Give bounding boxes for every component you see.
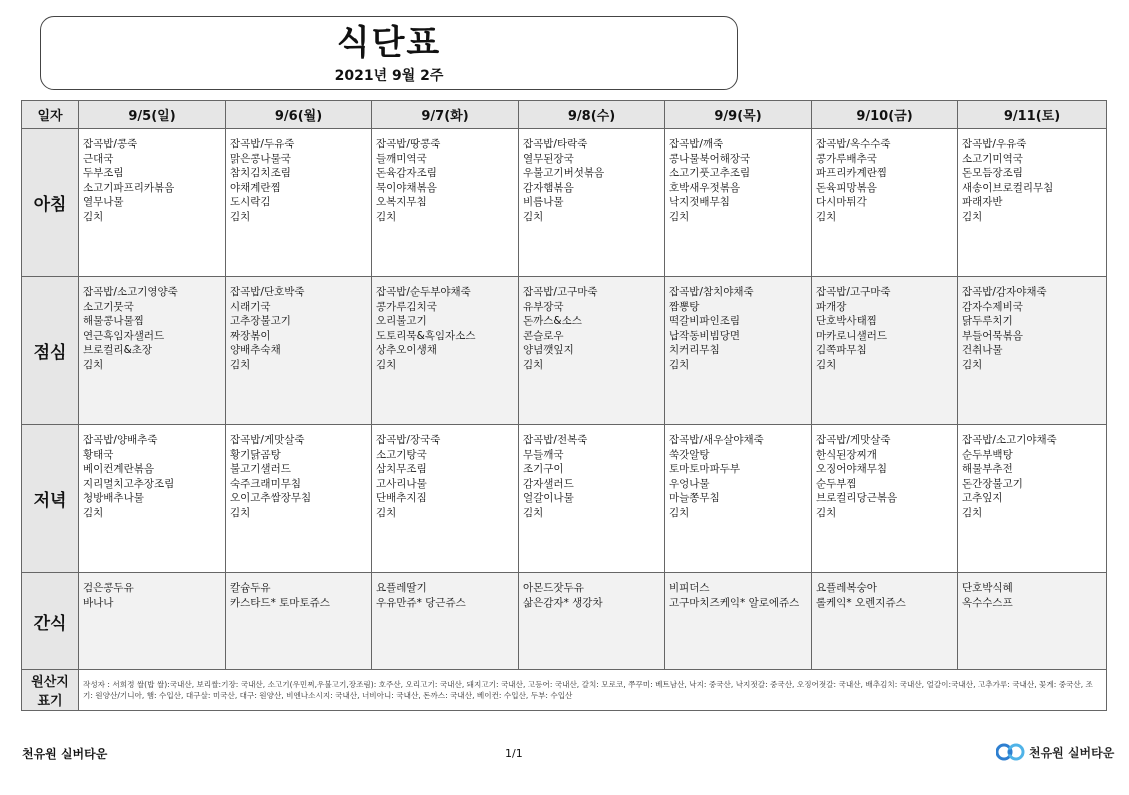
footer-org-name: 천유원 실버타운 bbox=[22, 747, 108, 761]
menu-cell bbox=[372, 129, 519, 277]
menu-item: 검은콩두유 bbox=[83, 582, 134, 594]
menu-item: 납작동비빔당면 bbox=[669, 329, 741, 342]
menu-item: 해물부추전 bbox=[962, 463, 1013, 475]
menu-item: 짜장볶이 bbox=[230, 329, 271, 342]
meal-label: 간식 bbox=[22, 573, 79, 670]
menu-item: 치커리무침 bbox=[669, 344, 720, 356]
header-row bbox=[22, 101, 1107, 129]
menu-cell bbox=[519, 425, 665, 573]
menu-item: 우유만쥬* 당근쥬스 bbox=[376, 596, 466, 609]
logo-text: 천유원 실버타운 bbox=[1029, 745, 1115, 760]
menu-item: 낙지젓배무침 bbox=[669, 196, 730, 208]
menu-item: 오이고추쌈장무침 bbox=[230, 492, 312, 504]
menu-cell bbox=[372, 277, 519, 425]
menu-item: 김치 bbox=[83, 358, 104, 371]
menu-item: 순두부백탕 bbox=[962, 448, 1013, 461]
menu-item: 열무나물 bbox=[83, 196, 124, 208]
menu-item: 롤케익* 오렌지쥬스 bbox=[816, 596, 906, 609]
menu-item: 지리멸치고추장조림 bbox=[83, 477, 175, 490]
menu-cell bbox=[226, 129, 372, 277]
menu-item: 돈까스&소스 bbox=[523, 315, 582, 327]
menu-cell bbox=[226, 425, 372, 573]
menu-item: 유부장국 bbox=[523, 300, 564, 313]
meal-label: 아침 bbox=[22, 129, 79, 277]
menu-item: 감자햄볶음 bbox=[523, 181, 574, 194]
menu-item: 콩나물북어해장국 bbox=[669, 152, 751, 165]
menu-item: 도시락김 bbox=[230, 196, 271, 208]
menu-item: 잡곡밥/단호박죽 bbox=[230, 286, 305, 298]
menu-item: 김치 bbox=[962, 210, 983, 223]
menu-item: 칼슘두유 bbox=[230, 582, 271, 594]
menu-item: 단호박사태찜 bbox=[816, 315, 877, 327]
menu-item: 양념깻잎지 bbox=[523, 344, 574, 356]
menu-cell bbox=[958, 573, 1107, 670]
meal-row bbox=[22, 425, 1107, 573]
title-box bbox=[40, 16, 738, 90]
menu-item: 잡곡밥/고구마죽 bbox=[816, 286, 891, 298]
menu-item: 우엉나물 bbox=[669, 477, 710, 490]
menu-item: 상추오이생채 bbox=[376, 344, 437, 356]
menu-item: 김치 bbox=[669, 358, 690, 371]
menu-item: 고추잎지 bbox=[962, 492, 1003, 504]
day-header: 9/8(수) bbox=[519, 101, 665, 129]
menu-item: 요플레딸기 bbox=[376, 582, 427, 594]
menu-item: 새송이브로컬리무침 bbox=[962, 181, 1054, 194]
menu-cell bbox=[958, 129, 1107, 277]
menu-item: 건취나물 bbox=[962, 344, 1003, 356]
menu-item: 부들어묵볶음 bbox=[962, 329, 1023, 342]
menu-item: 김치 bbox=[230, 358, 251, 371]
menu-cell bbox=[79, 425, 226, 573]
menu-item: 잡곡밥/장국죽 bbox=[376, 434, 441, 446]
menu-item: 고추장불고기 bbox=[230, 315, 291, 327]
menu-item: 돈모듬장조림 bbox=[962, 167, 1023, 179]
menu-item: 김치 bbox=[83, 210, 104, 223]
menu-item: 참치김치조림 bbox=[230, 167, 291, 179]
menu-item: 소고기풋고추조림 bbox=[669, 167, 751, 179]
menu-item: 김치 bbox=[669, 210, 690, 223]
menu-item: 김치 bbox=[523, 358, 544, 371]
menu-item: 잡곡밥/새우살야채죽 bbox=[669, 434, 764, 446]
menu-item: 숙주크래미무침 bbox=[230, 477, 302, 490]
menu-item: 김치 bbox=[669, 506, 690, 519]
menu-item: 맑은콩나물국 bbox=[230, 152, 291, 165]
menu-table bbox=[21, 100, 1107, 711]
menu-cell bbox=[665, 573, 812, 670]
menu-item: 아몬드잣두유 bbox=[523, 582, 584, 594]
menu-item: 파프리카계란찜 bbox=[816, 167, 888, 179]
page-subtitle: 2021년 9월 2주 bbox=[334, 68, 444, 84]
menu-item: 잡곡밥/소고기영양죽 bbox=[83, 286, 178, 298]
day-header: 9/6(월) bbox=[226, 101, 372, 129]
menu-cell bbox=[665, 129, 812, 277]
menu-item: 소고기탕국 bbox=[376, 448, 427, 461]
menu-item: 잡곡밥/고구마죽 bbox=[523, 286, 598, 298]
menu-item: 호박새우젓볶음 bbox=[669, 181, 741, 194]
menu-item: 오리불고기 bbox=[376, 315, 427, 327]
meal-row bbox=[22, 129, 1107, 277]
menu-item: 오복지무침 bbox=[376, 196, 427, 208]
menu-cell bbox=[79, 277, 226, 425]
menu-cell bbox=[519, 277, 665, 425]
menu-item: 비피더스 bbox=[669, 582, 710, 594]
menu-item: 시래기국 bbox=[230, 300, 271, 313]
menu-item: 김치 bbox=[523, 506, 544, 519]
menu-item: 김치 bbox=[376, 506, 397, 519]
menu-item: 잡곡밥/감자야채죽 bbox=[962, 286, 1047, 298]
day-header: 9/9(목) bbox=[665, 101, 812, 129]
page-number: 1/1 bbox=[505, 747, 523, 760]
menu-item: 고사리나물 bbox=[376, 477, 427, 490]
menu-item: 잡곡밥/우유죽 bbox=[962, 138, 1027, 150]
menu-item: 잡곡밥/콩죽 bbox=[83, 138, 138, 150]
menu-item: 돈육감자조림 bbox=[376, 167, 437, 179]
menu-item: 쑥갓알탕 bbox=[669, 448, 710, 461]
menu-item: 베이컨계란볶음 bbox=[83, 463, 155, 475]
menu-item: 요플레복숭아 bbox=[816, 582, 877, 594]
origin-row bbox=[22, 670, 1107, 711]
menu-item: 잡곡밥/게맛살죽 bbox=[230, 434, 305, 446]
menu-cell bbox=[812, 129, 958, 277]
menu-item: 김치 bbox=[230, 210, 251, 223]
menu-item: 김쪽파무침 bbox=[816, 344, 867, 356]
menu-item: 야채계란찜 bbox=[230, 181, 281, 194]
menu-item: 잡곡밥/옥수수죽 bbox=[816, 138, 891, 150]
menu-item: 떡갈비파인조림 bbox=[669, 315, 741, 327]
menu-item: 비름나물 bbox=[523, 196, 564, 208]
menu-cell bbox=[226, 573, 372, 670]
logo-icon bbox=[996, 741, 1026, 763]
menu-item: 불고기샐러드 bbox=[230, 463, 291, 475]
menu-item: 김치 bbox=[376, 210, 397, 223]
menu-item: 감자샐러드 bbox=[523, 477, 574, 490]
menu-cell bbox=[226, 277, 372, 425]
menu-item: 돈간장불고기 bbox=[962, 477, 1023, 490]
menu-item: 마카로니샐러드 bbox=[816, 329, 888, 342]
menu-item: 감자수제비국 bbox=[962, 300, 1023, 313]
menu-item: 콘슬로우 bbox=[523, 329, 564, 342]
menu-item: 잡곡밥/전복죽 bbox=[523, 434, 588, 446]
menu-item: 옥수수스프 bbox=[962, 596, 1013, 609]
corner-label: 일자 bbox=[22, 101, 79, 129]
menu-item: 오징어야채무침 bbox=[816, 463, 888, 475]
menu-cell bbox=[372, 425, 519, 573]
menu-item: 파개장 bbox=[816, 300, 847, 313]
menu-item: 조기구이 bbox=[523, 463, 564, 475]
menu-item: 한식된장찌개 bbox=[816, 448, 877, 461]
meal-row bbox=[22, 277, 1107, 425]
menu-item: 김치 bbox=[83, 506, 104, 519]
menu-item: 해물콩나물찜 bbox=[83, 315, 144, 327]
menu-item: 삶은감자* 생강차 bbox=[523, 596, 603, 609]
menu-item: 콩가루김치국 bbox=[376, 300, 437, 313]
menu-item: 돈육피망볶음 bbox=[816, 181, 877, 194]
menu-item: 얼갈이나물 bbox=[523, 492, 574, 504]
menu-item: 김치 bbox=[523, 210, 544, 223]
meal-label: 점심 bbox=[22, 277, 79, 425]
menu-cell bbox=[519, 573, 665, 670]
menu-item: 김치 bbox=[816, 506, 837, 519]
menu-item: 잡곡밥/두유죽 bbox=[230, 138, 295, 150]
meal-row bbox=[22, 573, 1107, 670]
menu-item: 잡곡밥/타락죽 bbox=[523, 138, 588, 150]
day-header: 9/5(일) bbox=[79, 101, 226, 129]
menu-cell bbox=[812, 277, 958, 425]
origin-label: 원산지 표기 bbox=[22, 670, 79, 711]
menu-item: 황기닭곰탕 bbox=[230, 448, 281, 461]
org-logo bbox=[996, 741, 1114, 763]
menu-item: 황태국 bbox=[83, 448, 114, 461]
menu-item: 두부조림 bbox=[83, 167, 124, 179]
menu-item: 김치 bbox=[230, 506, 251, 519]
menu-cell bbox=[958, 277, 1107, 425]
menu-item: 잡곡밥/양배추죽 bbox=[83, 434, 158, 446]
menu-item: 브로컬리&초장 bbox=[83, 344, 153, 356]
menu-cell bbox=[79, 573, 226, 670]
menu-item: 김치 bbox=[376, 358, 397, 371]
menu-cell bbox=[665, 425, 812, 573]
menu-item: 카스타드* 토마토쥬스 bbox=[230, 596, 330, 609]
menu-item: 김치 bbox=[816, 210, 837, 223]
menu-item: 콩가루배추국 bbox=[816, 152, 877, 165]
menu-item: 소고기파프리카볶음 bbox=[83, 181, 175, 194]
menu-cell bbox=[79, 129, 226, 277]
menu-item: 들깨미역국 bbox=[376, 152, 427, 165]
menu-item: 소고기뭇국 bbox=[83, 300, 134, 313]
menu-cell bbox=[372, 573, 519, 670]
menu-cell bbox=[519, 129, 665, 277]
page-title: 식단표 bbox=[336, 23, 442, 63]
menu-item: 마늘쫑무침 bbox=[669, 492, 720, 504]
menu-item: 김치 bbox=[816, 358, 837, 371]
menu-item: 묵이야채볶음 bbox=[376, 181, 437, 194]
menu-item: 삼치무조림 bbox=[376, 463, 427, 475]
menu-item: 고구마치즈케익* 알로에쥬스 bbox=[669, 596, 800, 609]
menu-item: 김치 bbox=[962, 358, 983, 371]
menu-item: 잡곡밥/게맛살죽 bbox=[816, 434, 891, 446]
day-header: 9/10(금) bbox=[812, 101, 958, 129]
menu-item: 단호박식혜 bbox=[962, 582, 1013, 594]
menu-item: 닭두루치기 bbox=[962, 315, 1013, 327]
menu-item: 무들깨국 bbox=[523, 448, 564, 461]
menu-item: 짬뽕탕 bbox=[669, 300, 700, 313]
menu-item: 브로컬리당근볶음 bbox=[816, 492, 898, 504]
menu-item: 단배추지짐 bbox=[376, 492, 427, 504]
day-header: 9/11(토) bbox=[958, 101, 1107, 129]
menu-item: 잡곡밥/순두부야채죽 bbox=[376, 286, 471, 298]
origin-text: 작성자 : 서희정 쌀(밥 쌀):국내산, 보리쌀:기장: 국내산, 소고기(우민찌,우불고기,장조림): 호주산, 오리고기: 국내산, 돼지고기: 국내산, 고등어: 국내산, 갈치: 모로코, 쭈꾸미: 베트남산, 낙지: 중국산, 낙지젓갈: 중국산, 오징어젓갈: 국내산, 배추김치: 국내산, 얼갈이:국내산, 고추가루: 국내산, 꽃게: 중국산, 조기: 원양산/기니아, 햄: 수입산, 대구살: 미국산, 대구: 원양산, 비엔나소시지: 국내산, 너비아니: 국내산, 돈까스: 국내산, 베이컨: 수입산, 두부: 수입산 bbox=[79, 670, 1107, 711]
menu-cell bbox=[665, 277, 812, 425]
menu-item: 도토리묵&흑임자소스 bbox=[376, 329, 476, 342]
menu-cell bbox=[812, 573, 958, 670]
meal-label: 저녁 bbox=[22, 425, 79, 573]
menu-item: 우불고기버섯볶음 bbox=[523, 167, 605, 179]
menu-cell bbox=[958, 425, 1107, 573]
menu-item: 잡곡밥/땅콩죽 bbox=[376, 138, 441, 150]
menu-item: 토마토마파두부 bbox=[669, 463, 741, 475]
menu-item: 바나나 bbox=[83, 596, 114, 609]
menu-item: 다시마튀각 bbox=[816, 196, 867, 208]
day-header: 9/7(화) bbox=[372, 101, 519, 129]
menu-item: 양배추숙채 bbox=[230, 344, 281, 356]
menu-cell bbox=[812, 425, 958, 573]
menu-item: 파래자반 bbox=[962, 196, 1003, 208]
menu-item: 근대국 bbox=[83, 152, 114, 165]
menu-item: 청방배추나물 bbox=[83, 492, 144, 504]
menu-item: 김치 bbox=[962, 506, 983, 519]
menu-item: 잡곡밥/소고기야채죽 bbox=[962, 434, 1057, 446]
menu-item: 소고기미역국 bbox=[962, 152, 1023, 165]
menu-item: 잡곡밥/깨죽 bbox=[669, 138, 724, 150]
menu-item: 잡곡밥/참치야채죽 bbox=[669, 286, 754, 298]
menu-item: 열무된장국 bbox=[523, 152, 574, 165]
menu-item: 순두부찜 bbox=[816, 477, 857, 490]
menu-item: 연근흑임자샐러드 bbox=[83, 329, 165, 342]
